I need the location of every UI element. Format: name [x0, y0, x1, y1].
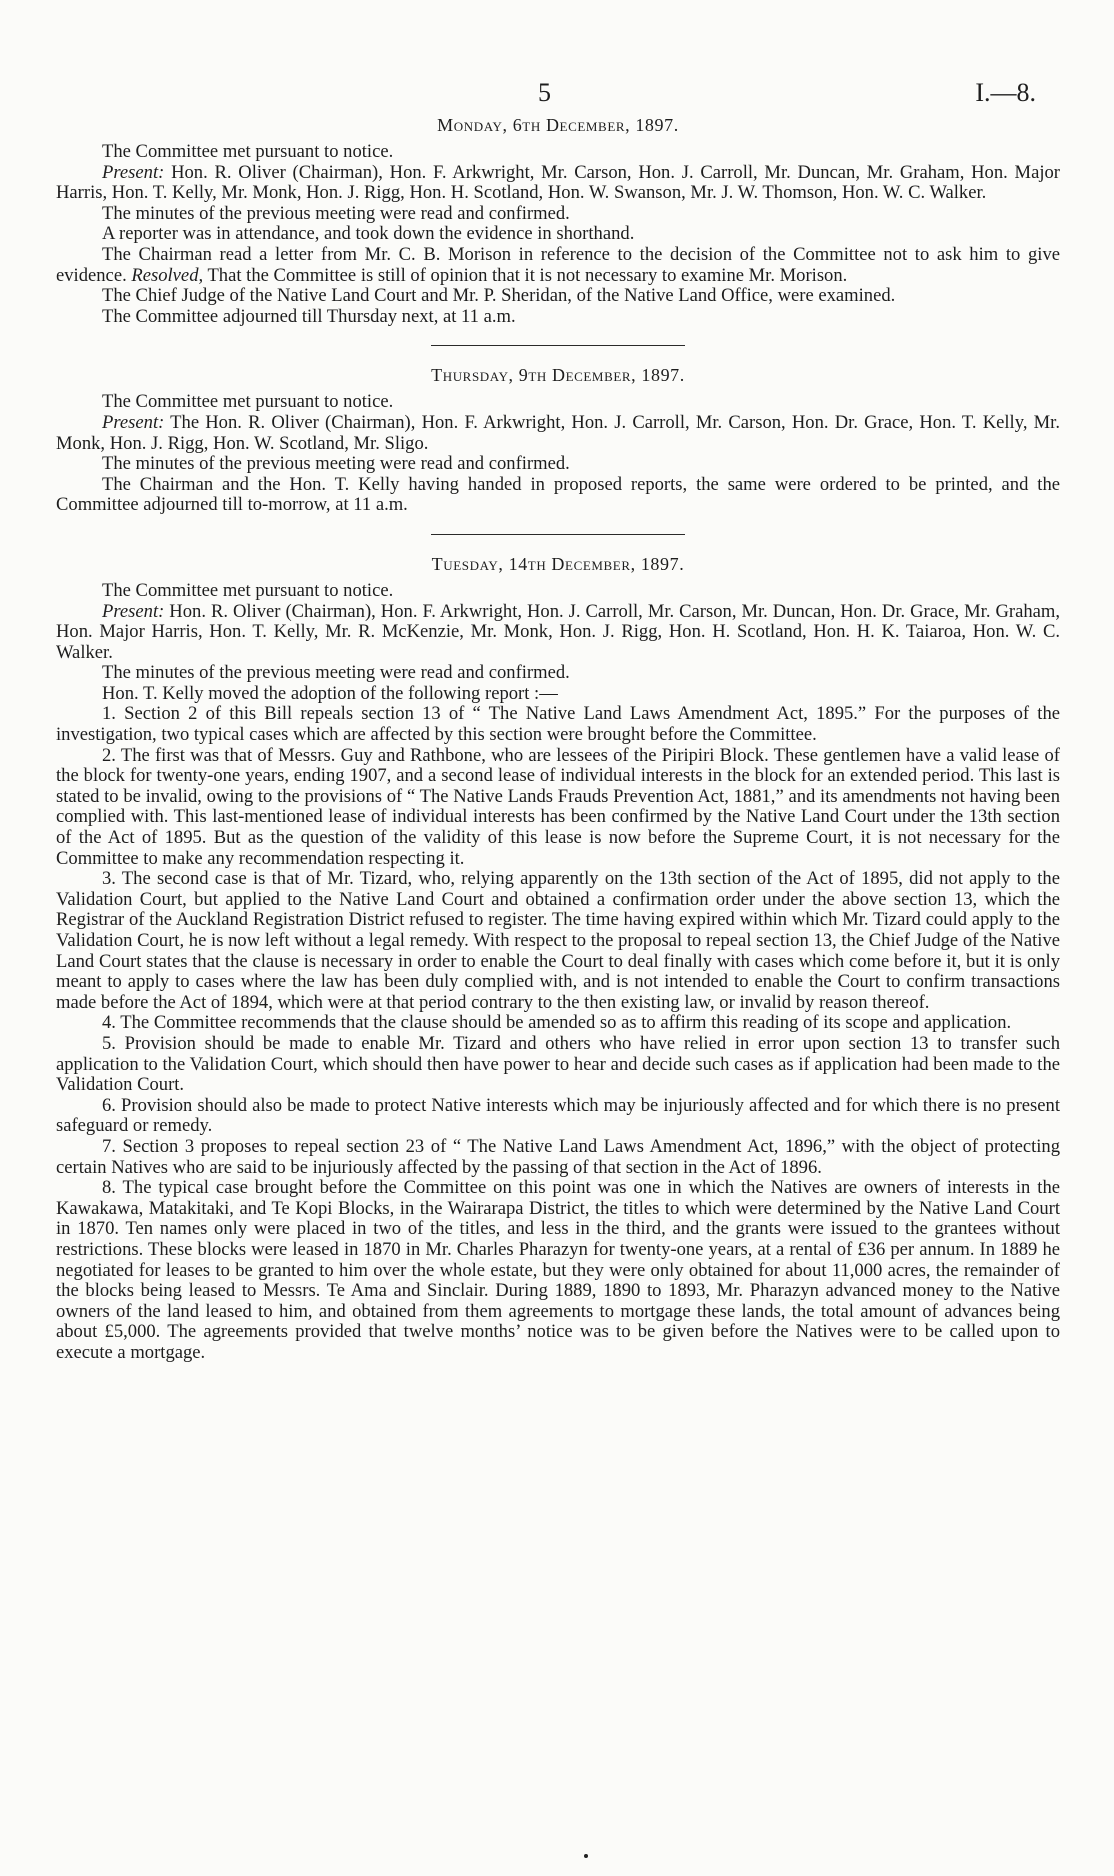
- minutes-section-monday: [56, 114, 1060, 327]
- report-clause-3: 3. The second case is that of Mr. Tizard, who, relying apparently on the 13th section of the Act of 1895, did not apply to the Validation Court, but applied to the Native Land Court and obtained a confirmation order under the above section 13, which the Registrar of the Auckland Registration District refused to register. The time having expired within which Mr. Tizard could apply to the Validation Court, he is now left without a legal remedy. With respect to the proposal to repeal section 13, the Chief Judge of the Native Land Court states that the clause is necessary in order to enable the Court to deal finally with cases which come before it, but it is only meant to apply to cases where the law has been duly complied with, and is not intended to enable the Court to confirm transactions made before the Act of 1894, which were at that period contrary to the then existing law, or invalid by reason thereof.: [56, 868, 1060, 1013]
- report-clause-7: 7. Section 3 proposes to repeal section 23 of “ The Native Land Laws Amendment Act, 1896,” with the object of protecting certain Natives who are said to be injuriously affected by the passing of that section in the Act of 1896.: [56, 1135, 1060, 1178]
- report-clause-5: 5. Provision should be made to enable Mr. Tizard and others who have relied in error upon section 13 to transfer such application to the Validation Court, which should then have power to hear and decide such cases as if application had been made to the Validation Court.: [56, 1032, 1060, 1096]
- paragraph: The Chief Judge of the Native Land Court and Mr. P. Sheridan, of the Native Land Office, were examined.: [102, 285, 896, 307]
- present-label: Present:: [102, 600, 165, 622]
- present-label: Present:: [102, 411, 165, 433]
- paragraph: The Committee met pursuant to notice.: [102, 391, 394, 413]
- paragraph: The Committee met pursuant to notice.: [102, 141, 394, 162]
- section-heading: Monday, 6th December, 1897.: [437, 115, 679, 135]
- minutes-section-thursday: [56, 364, 1060, 516]
- page-dot-mark: [584, 1854, 588, 1858]
- paragraph: Hon. T. Kelly moved the adoption of the following report :—: [102, 682, 558, 704]
- resolution-paragraph: [56, 245, 1060, 286]
- paragraph: A reporter was in attendance, and took down the evidence in shorthand.: [102, 223, 635, 245]
- resolution-text: That the Committee is still of opinion that it is not necessary to examine Mr. Morison.: [203, 264, 848, 286]
- paragraph-text: The Chairman read a letter from Mr. C. B. Morison in reference to the decision of the Committee not to ask him to give evidence.: [56, 243, 1060, 286]
- report-clause-1: 1. Section 2 of this Bill repeals section 13 of “ The Native Land Laws Amendment Act, 1895.” For the purposes of the investigation, two typical cases which are affected by this section were brought before the Committee.: [56, 703, 1060, 746]
- report-clause-6: 6. Provision should also be made to protect Native interests which may be injuriously affected and for which there is no present safeguard or remedy.: [56, 1094, 1060, 1137]
- report-clause-2: 2. The first was that of Messrs. Guy and Rathbone, who are lessees of the Piripiri Block. These gentlemen have a valid lease of the block for twenty-one years, ending 1907, and a second lease of individual interests in the block for an extended period. This last is stated to be invalid, owing to the provisions of “ The Native Lands Frauds Prevention Act, 1881,” and its amendments not having been complied with. This last-mentioned lease of individual interests has been confirmed by the Native Land Court under the 13th section of the Act of 1895. But as the question of the validity of this lease is now before the Supreme Court, it is not necessary for the Committee to make any recommendation respecting it.: [56, 744, 1060, 869]
- resolved-label: Resolved,: [131, 264, 204, 286]
- section-divider: [431, 345, 685, 346]
- section-heading: Tuesday, 14th December, 1897.: [431, 553, 685, 574]
- present-paragraph: [56, 163, 1060, 204]
- page-number: 5: [538, 78, 551, 107]
- section-heading: Thursday, 9th December, 1897.: [431, 365, 685, 386]
- page-header: [56, 70, 1060, 110]
- document-page: [56, 70, 1060, 1363]
- present-members: Hon. R. Oliver (Chairman), Hon. F. Arkwright, Mr. Carson, Hon. J. Carroll, Mr. Duncan, Mr. Graham, Hon. Major Harris, Hon. T. Kelly, Mr. Monk, Hon. J. Rigg, Hon. H. Scotland, Hon. W. Swanson, Mr. J. W. Thomson, Hon. W. C. Walker.: [56, 161, 1060, 204]
- present-label: Present:: [102, 161, 165, 183]
- paragraph: The Committee met pursuant to notice.: [102, 579, 394, 601]
- paragraph: The minutes of the previous meeting were read and confirmed.: [102, 662, 570, 684]
- paragraph: The Chairman and the Hon. T. Kelly having handed in proposed reports, the same were ordered to be printed, and the Committee adjourned till to-morrow, at 11 a.m.: [56, 473, 1060, 516]
- section-divider: [431, 534, 685, 535]
- document-reference: I.—8.: [975, 78, 1036, 107]
- paragraph: The Committee adjourned till Thursday next, at 11 a.m.: [102, 305, 516, 327]
- report-clause-4: 4. The Committee recommends that the clause should be amended so as to affirm this reading of its scope and application.: [102, 1012, 1012, 1034]
- present-paragraph: [56, 602, 1060, 664]
- report-clause-8: 8. The typical case brought before the Committee on this point was one in which the Natives are owners of interests in the Kawakawa, Matakitaki, and Te Kopi Blocks, in the Wairarapa District, the titles to which were determined by the Native Land Court in 1870. Ten names only were placed in two of the titles, and less in the third, and the grants were issued to the grantees without restrictions. These blocks were leased in 1870 in Mr. Charles Pharazyn for twenty-one years, at a rental of £36 per annum. In 1889 he negotiated for leases to be granted to him over the whole estate, but they were only obtained for about 11,000 acres, the remainder of the blocks being leased to Messrs. Te Ama and Sinclair. During 1889, 1890 to 1893, Mr. Pharazyn advanced money to the Native owners of the land leased to him, and obtained from them agreements to mortgage these lands, the total amount of advances being about £5,000. The agreements provided that twelve months’ notice was to be given before the Natives were to be called upon to execute a mortgage.: [56, 1177, 1060, 1363]
- minutes-section-tuesday: [56, 553, 1060, 1364]
- present-members: The Hon. R. Oliver (Chairman), Hon. F. Arkwright, Hon. J. Carroll, Mr. Carson, Hon. Dr. Grace, Hon. T. Kelly, Mr. Monk, Hon. J. Rigg, Hon. W. Scotland, Mr. Sligo.: [56, 411, 1060, 454]
- present-paragraph: [56, 413, 1060, 454]
- present-members: Hon. R. Oliver (Chairman), Hon. F. Arkwright, Hon. J. Carroll, Mr. Carson, Mr. Duncan, Hon. Dr. Grace, Mr. Graham, Hon. Major Harris, Hon. T. Kelly, Mr. R. McKenzie, Mr. Monk, Hon. J. Rigg, Hon. H. Scotland, Hon. H. K. Taiaroa, Hon. W. C. Walker.: [56, 600, 1060, 663]
- paragraph: The minutes of the previous meeting were read and confirmed.: [102, 202, 570, 224]
- paragraph: The minutes of the previous meeting were read and confirmed.: [102, 453, 570, 475]
